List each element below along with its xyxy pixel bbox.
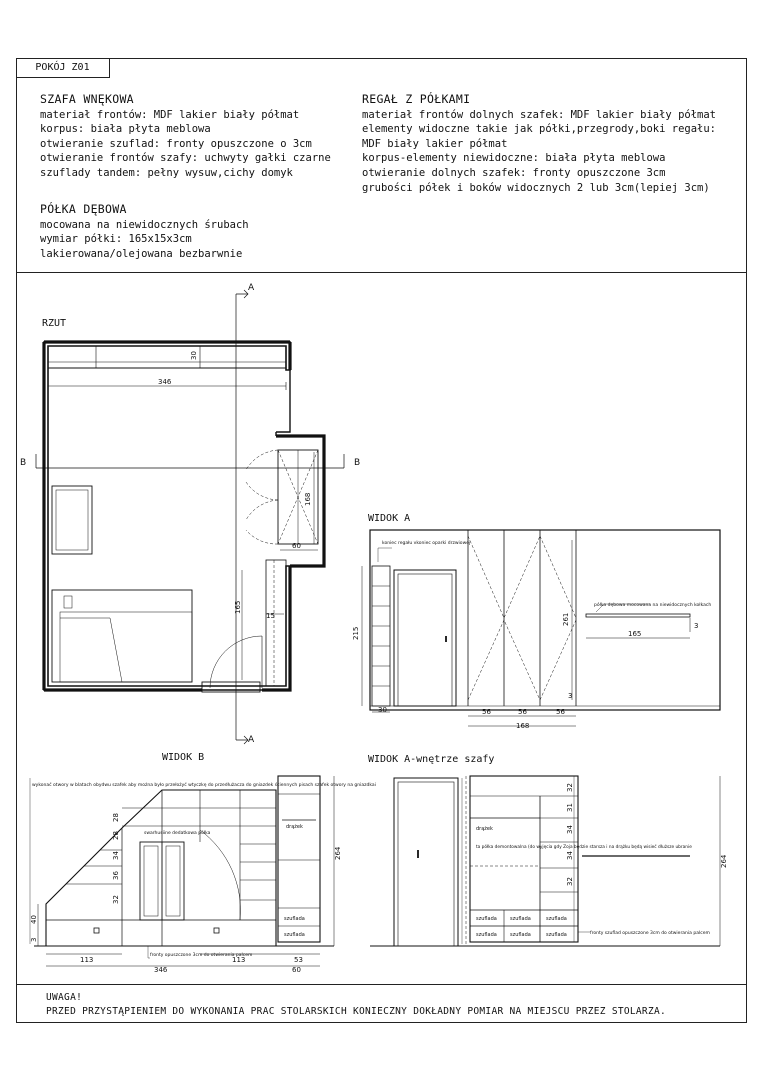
dim-a-261: 261 bbox=[562, 612, 570, 626]
view-b-label: WIDOK B bbox=[162, 752, 205, 763]
dim-a-56-3: 56 bbox=[556, 708, 565, 716]
warning-block bbox=[46, 991, 666, 1019]
section-b-left: B bbox=[20, 458, 27, 468]
dim-a-3a: 3 bbox=[568, 692, 573, 700]
room-tab: POKÓJ Z01 bbox=[16, 58, 110, 78]
dim-b-28-1: 28 bbox=[112, 813, 120, 822]
dim-inside-32-1: 32 bbox=[566, 783, 574, 792]
dim-b-113-1: 113 bbox=[80, 956, 94, 964]
note-oak-shelf: półka dębowa mocowana na niewidocznych kołkach bbox=[594, 603, 712, 608]
dim-inside-264: 264 bbox=[720, 854, 728, 868]
dim-b-3: 3 bbox=[30, 937, 38, 942]
dim-inside-31: 31 bbox=[566, 803, 574, 812]
label-inside-drawer-3: szuflada bbox=[546, 916, 567, 922]
section-a-top: A bbox=[248, 283, 255, 293]
view-a-inside-label: WIDOK A-wnętrze szafy bbox=[368, 754, 495, 765]
label-b-drawer-2: szuflada bbox=[284, 932, 305, 938]
note-inside-fronts: fronty szuflad opuszczone 3cm do otwierania palcem bbox=[590, 931, 710, 936]
warning-text: PRZED PRZYSTĄPIENIEM DO WYKONANIA PRAC STOLARSKICH KONIECZNY DOKŁADNY POMIAR NA MIEJSCU PRZEZ STOLARZA. bbox=[46, 1006, 667, 1017]
dim-b-53: 53 bbox=[294, 956, 303, 964]
oak-shelf-line: wymiar półki: 165x15x3cm bbox=[40, 233, 192, 246]
dim-b-346: 346 bbox=[154, 966, 168, 974]
wardrobe-line: otwieranie szuflad: fronty opuszczone o 3cm bbox=[40, 137, 312, 150]
note-b-fronts: fronty opuszczone 3cm do otwierania palcem bbox=[150, 953, 253, 958]
dim-b-28-2: 28 bbox=[112, 831, 120, 840]
label-b-rod: drążek bbox=[286, 824, 303, 830]
wardrobe-line: otwieranie frontów szafy: uchwyty gałki czarne bbox=[40, 152, 331, 165]
dim-b-34: 34 bbox=[112, 851, 120, 860]
dim-plan-60: 60 bbox=[292, 542, 301, 550]
label-inside-drawer-6: szuflada bbox=[546, 932, 567, 938]
oak-shelf-title: PÓŁKA DĘBOWA bbox=[40, 202, 127, 216]
dim-plan-15: 15 bbox=[266, 612, 275, 620]
dim-inside-34-2: 34 bbox=[566, 851, 574, 860]
note-removable: ta półka demontowalna (do wyjęcia gdy Zoja będzie starsza i na drążku będą wisieć dłuższe ubranie bbox=[476, 845, 692, 850]
dim-plan-168: 168 bbox=[304, 492, 312, 506]
oak-shelf-line: lakierowana/olejowana bezbarwnie bbox=[40, 247, 243, 260]
shelving-title: REGAŁ Z PÓŁKAMI bbox=[362, 92, 471, 106]
view-a-label: WIDOK A bbox=[368, 513, 411, 524]
shelving-line: grubości półek i boków widocznych 2 lub 3cm(lepiej 3cm) bbox=[362, 181, 710, 194]
dim-inside-34-1: 34 bbox=[566, 825, 574, 834]
dim-plan-346: 346 bbox=[158, 378, 172, 386]
label-inside-drawer-4: szuflada bbox=[476, 932, 497, 938]
dim-inside-32-2: 32 bbox=[566, 877, 574, 886]
wardrobe-line: szuflady tandem: pełny wysuw,cichy domyk bbox=[40, 166, 293, 179]
shelving-line: elementy widoczne takie jak półki,przegrody,boki regału: bbox=[362, 123, 717, 136]
dim-plan-30: 30 bbox=[190, 351, 198, 360]
section-a-bottom: A bbox=[248, 735, 255, 745]
view-a-inside-elevation bbox=[370, 776, 720, 946]
dim-a-168: 168 bbox=[516, 722, 530, 730]
dim-b-40: 40 bbox=[30, 915, 38, 924]
note-cutouts-text: wykonać otwory w blatach obydwu szafek aby można było przełożyć wtyczkę do przedłużacza do gniazdek ściennych pisach szafek otwory na gniazdkai bbox=[32, 783, 376, 788]
wardrobe-line: materiał frontów: MDF lakier biały półmat bbox=[40, 108, 300, 121]
shelving-line: korpus-elementy niewidoczne: biała płyta meblowa bbox=[362, 152, 666, 165]
wardrobe-line: korpus: biała płyta meblowa bbox=[40, 123, 211, 136]
dim-b-32: 32 bbox=[112, 895, 120, 904]
shelving-line: materiał frontów dolnych szafek: MDF lakier biały półmat bbox=[362, 108, 717, 121]
label-inside-drawer-2: szuflada bbox=[510, 916, 531, 922]
dim-a-3b: 3 bbox=[694, 622, 699, 630]
plan-label: RZUT bbox=[42, 318, 67, 329]
label-inside-rod: drążek bbox=[476, 826, 493, 832]
dim-a-56-2: 56 bbox=[518, 708, 527, 716]
dim-a-165: 165 bbox=[628, 630, 642, 638]
dim-a-30: 30 bbox=[378, 706, 387, 714]
label-inside-drawer-5: szuflada bbox=[510, 932, 531, 938]
dim-a-56-1: 56 bbox=[482, 708, 491, 716]
dim-a-215: 215 bbox=[352, 626, 360, 640]
dim-b-113-2: 113 bbox=[232, 956, 246, 964]
shelving-line: MDF biały lakier półmat bbox=[362, 137, 508, 150]
note-cutouts bbox=[32, 781, 376, 788]
dim-plan-165: 165 bbox=[234, 600, 242, 614]
section-b-right: B bbox=[354, 458, 361, 468]
oak-shelf-line: mocowana na niewidocznych śrubach bbox=[40, 218, 249, 231]
dim-b-36: 36 bbox=[112, 871, 120, 880]
wardrobe-title: SZAFA WNĘKOWA bbox=[40, 92, 134, 106]
note-b-oak-shelf: swarhusiine dedatkowa półka bbox=[144, 831, 211, 836]
dim-b-60: 60 bbox=[292, 966, 301, 974]
warning-title: UWAGA! bbox=[46, 992, 83, 1003]
label-b-drawer-1: szuflada bbox=[284, 916, 305, 922]
dim-b-264: 264 bbox=[334, 846, 342, 860]
note-shelf-end: koniec regału vkoniec oparki drzwiowej bbox=[382, 541, 471, 546]
label-inside-drawer-1: szuflada bbox=[476, 916, 497, 922]
view-a-elevation bbox=[362, 530, 720, 726]
shelving-line: otwieranie dolnych szafek: fronty opuszczone 3cm bbox=[362, 166, 666, 179]
